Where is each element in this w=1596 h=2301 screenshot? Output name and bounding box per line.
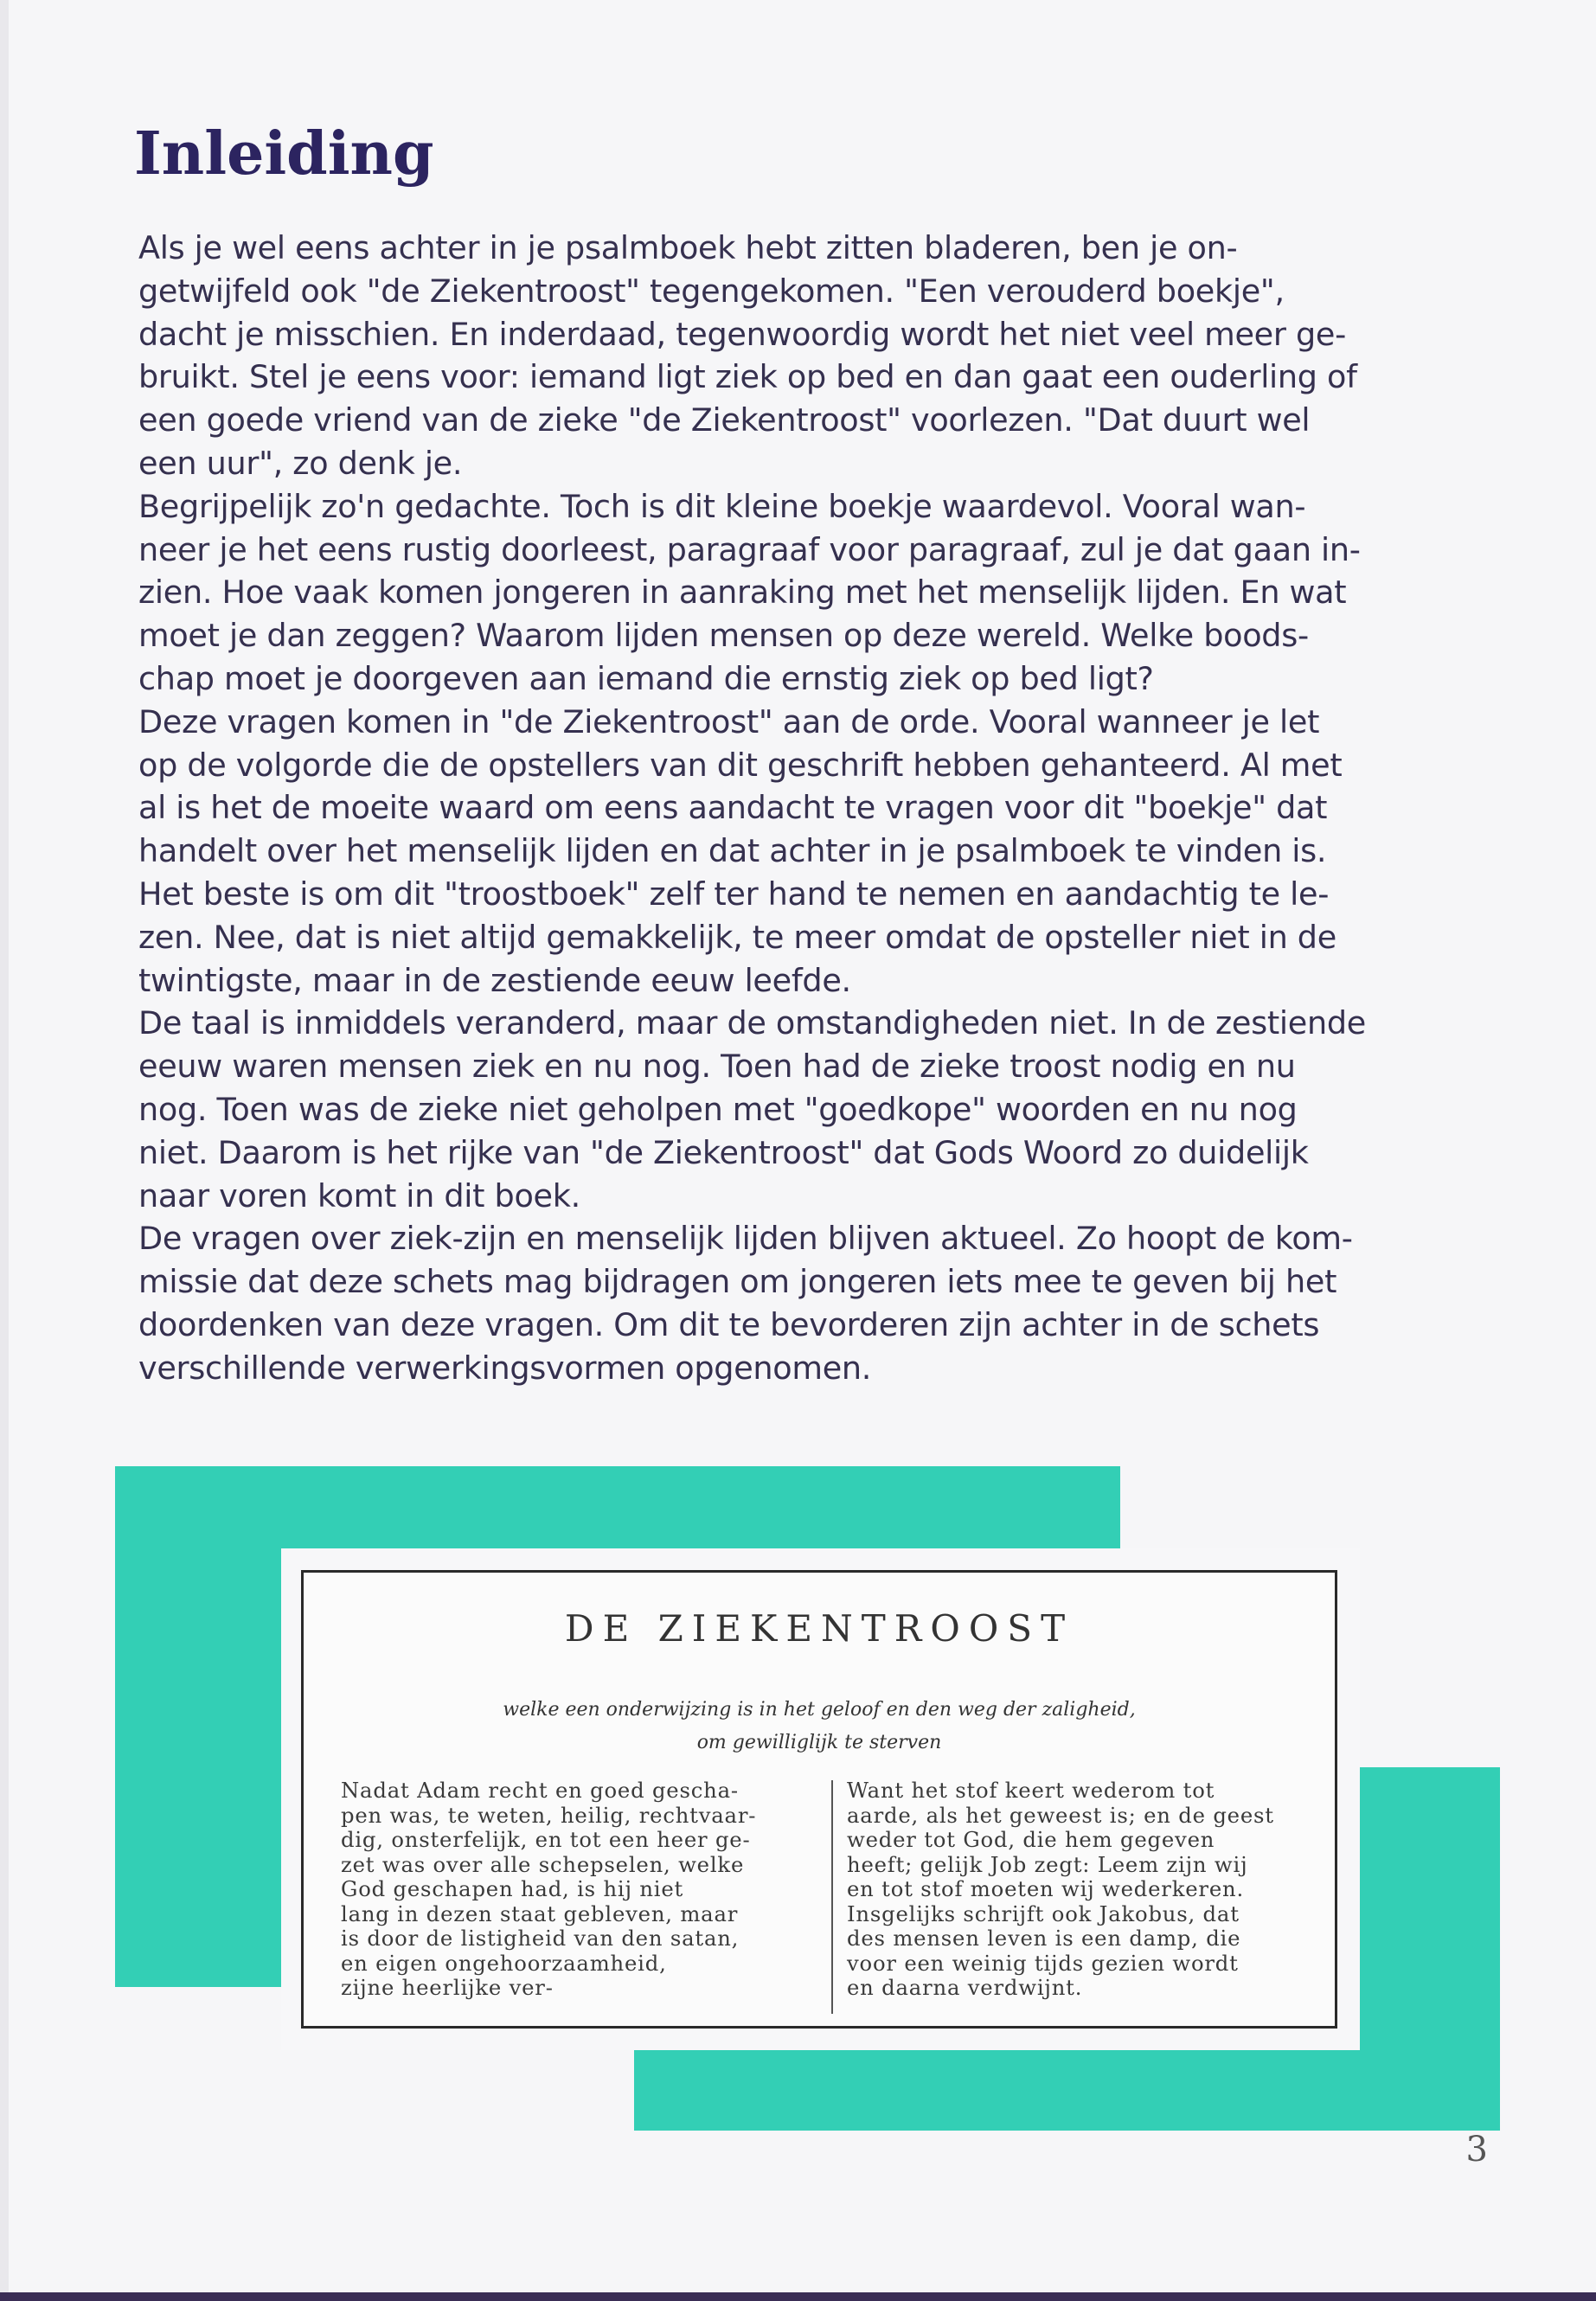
intro-text-line: al is het de moeite waard om eens aandacht te vragen voor dit "boekje" dat	[138, 789, 1328, 827]
page-bottom-edge	[0, 2292, 1596, 2301]
excerpt-right-column	[847, 1779, 1314, 2001]
excerpt-subtitle-line: welke een onderwijzing is in het geloof en den weg der zaligheid,	[503, 1699, 1136, 1721]
intro-text-line: Als je wel eens achter in je psalmboek hebt zitten bladeren, ben je on-	[138, 229, 1238, 266]
excerpt-title: DE ZIEKENTROOST	[564, 1607, 1074, 1650]
excerpt-left-line: dig, onsterfelijk, en tot een heer ge-	[341, 1827, 751, 1852]
excerpt-left-line: lang in dezen staat gebleven, maar	[341, 1900, 739, 1926]
intro-text-line: een goede vriend van de zieke "de Ziekentroost" voorlezen. "Dat duurt wel	[138, 401, 1311, 439]
excerpt-right-line: en tot stof moeten wij wederkeren.	[847, 1876, 1244, 1901]
excerpt-right-line: des mensen leven is een damp, die	[847, 1926, 1241, 1951]
intro-text-line: moet je dan zeggen? Waarom lijden mensen op deze wereld. Welke boods-	[138, 617, 1309, 655]
intro-text-line: twintigste, maar in de zestiende eeuw leefde.	[138, 961, 851, 999]
intro-text-line: missie dat deze schets mag bijdragen om jongeren iets mee te geven bij het	[138, 1263, 1337, 1301]
excerpt-left-column	[341, 1779, 808, 2001]
intro-text-line: neer je het eens rustig doorleest, paragraaf voor paragraaf, zul je dat gaan in-	[138, 530, 1361, 568]
ziekentroost-excerpt-image	[301, 1570, 1337, 2029]
excerpt-left-line: God geschapen had, is hij niet	[341, 1876, 684, 1901]
intro-text-line: Het beste is om dit "troostboek" zelf ter hand te nemen en aandachtig te le-	[138, 875, 1330, 913]
excerpt-left-line: zet was over alle schepselen, welke	[341, 1851, 745, 1877]
intro-text-line: De taal is inmiddels veranderd, maar de omstandigheden niet. In de zestiende	[138, 1004, 1366, 1042]
intro-text-line: naar voren komt in dit boek.	[138, 1176, 580, 1215]
excerpt-subtitle	[304, 1694, 1335, 1759]
excerpt-column-divider	[831, 1780, 833, 2014]
excerpt-right-line: aarde, als het geweest is; en de geest	[847, 1802, 1274, 1828]
page-number: 3	[1465, 2130, 1488, 2170]
excerpt-right-line: voor een weinig tijds gezien wordt	[847, 1950, 1239, 1976]
intro-text-line: zen. Nee, dat is niet altijd gemakkelijk, te meer omdat de opsteller niet in de	[138, 918, 1336, 956]
intro-text-line: nog. Toen was de zieke niet geholpen met "goedkope" woorden en nu nog	[138, 1090, 1298, 1128]
intro-text-line: getwijfeld ook "de Ziekentroost" tegengekomen. "Een verouderd boekje",	[138, 272, 1285, 310]
intro-text-line: handelt over het menselijk lijden en dat achter in je psalmboek te vinden is.	[138, 832, 1327, 870]
page-title: Inleiding	[134, 119, 434, 189]
intro-text-line: doordenken van deze vragen. Om dit te bevorderen zijn achter in de schets	[138, 1305, 1320, 1343]
excerpt-right-line: en daarna verdwijnt.	[847, 1975, 1083, 2000]
intro-text-line: zien. Hoe vaak komen jongeren in aanraking met het menselijk lijden. En wat	[138, 574, 1347, 612]
intro-text-line: chap moet je doorgeven aan iemand die ernstig ziek op bed ligt?	[138, 659, 1154, 697]
intro-text-line: Deze vragen komen in "de Ziekentroost" aan de orde. Vooral wanneer je let	[138, 702, 1320, 740]
intro-text-line: bruikt. Stel je eens voor: iemand ligt ziek op bed en dan gaat een ouderling of	[138, 358, 1357, 396]
excerpt-right-line: Want het stof keert wederom tot	[847, 1778, 1215, 1803]
intro-text-line: eeuw waren mensen ziek en nu nog. Toen had de zieke troost nodig en nu	[138, 1048, 1296, 1086]
excerpt-left-line: pen was, te weten, heilig, rechtvaar-	[341, 1802, 757, 1828]
excerpt-left-line: Nadat Adam recht en goed gescha-	[341, 1778, 739, 1803]
excerpt-right-line: heeft; gelijk Job zegt: Leem zijn wij	[847, 1851, 1248, 1877]
excerpt-left-line: is door de listigheid van den satan,	[341, 1926, 740, 1951]
intro-text-line: Begrijpelijk zo'n gedachte. Toch is dit kleine boekje waardevol. Vooral wan-	[138, 487, 1306, 525]
intro-text-line: niet. Daarom is het rijke van "de Ziekentroost" dat Gods Woord zo duidelijk	[138, 1133, 1309, 1171]
intro-text-line: dacht je misschien. En inderdaad, tegenwoordig wordt het niet veel meer ge-	[138, 315, 1346, 353]
excerpt-left-line: zijne heerlijke ver-	[341, 1975, 554, 2000]
excerpt-left-line: en eigen ongehoorzaamheid,	[341, 1950, 667, 1976]
intro-text-line: een uur", zo denk je.	[138, 444, 463, 482]
intro-paragraphs	[138, 227, 1475, 1390]
intro-text-line: verschillende verwerkingsvormen opgenomen.	[138, 1349, 872, 1387]
intro-text-line: op de volgorde die de opstellers van dit geschrift hebben gehanteerd. Al met	[138, 746, 1343, 784]
excerpt-right-line: weder tot God, die hem gegeven	[847, 1827, 1215, 1852]
excerpt-subtitle-line: om gewilliglijk te sterven	[696, 1732, 942, 1753]
intro-text-line: De vragen over ziek-zijn en menselijk lijden blijven aktueel. Zo hoopt de kom-	[138, 1220, 1353, 1258]
excerpt-right-line: Insgelijks schrijft ook Jakobus, dat	[847, 1900, 1240, 1926]
